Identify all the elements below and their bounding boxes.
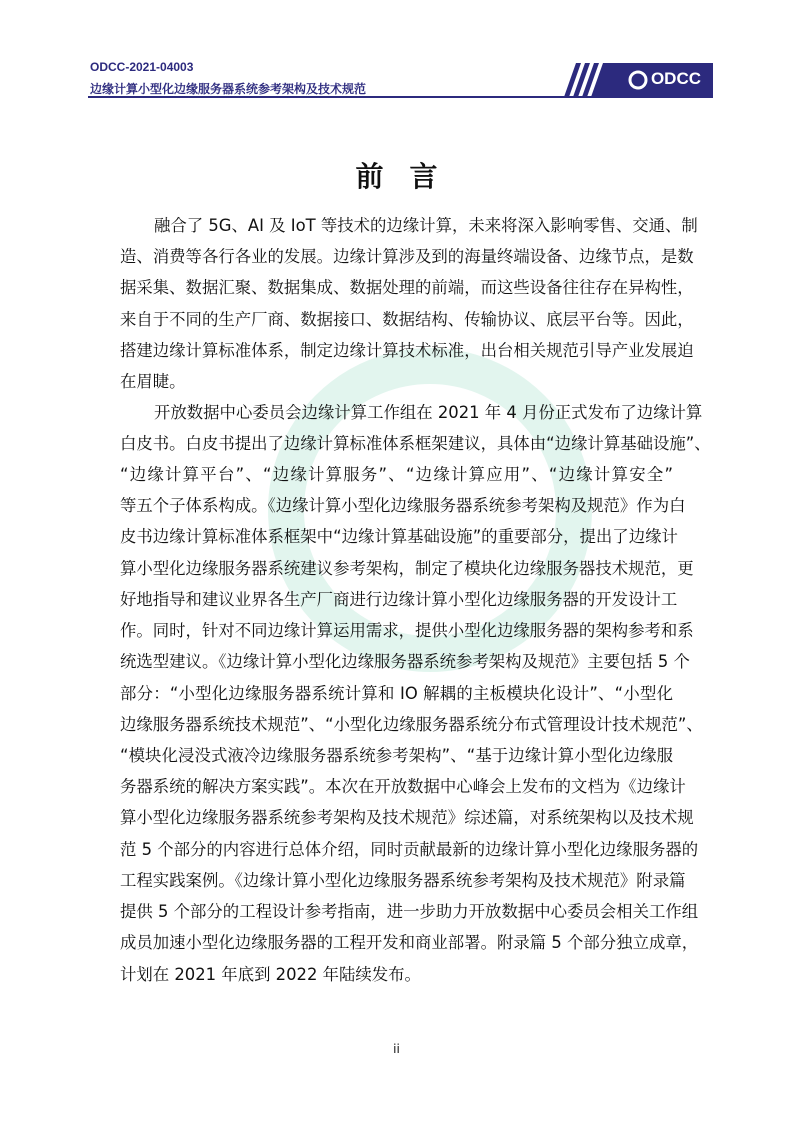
odcc-logo <box>556 63 713 97</box>
text-line: 在眉睫。 <box>120 372 186 391</box>
text-line: 范 5 个部分的内容进行总体介绍，同时贡献最新的边缘计算小型化边缘服务器的 <box>120 840 699 859</box>
text-line: “模块化浸没式液冷边缘服务器系统参考架构”、“基于边缘计算小型化边缘服 <box>120 746 673 765</box>
text-line: 算小型化边缘服务器系统参考架构及技术规范》综述篇，对系统架构以及技术规 <box>120 808 694 827</box>
text-line: 计划在 2021 年底到 2022 年陆续发布。 <box>120 965 421 984</box>
text-line: 造、消费等各行各业的发展。边缘计算涉及到的海量终端设备、边缘节点，是数 <box>120 247 694 266</box>
text-line: 部分：“小型化边缘服务器系统计算和 IO 解耦的主板模块化设计”、“小型化 <box>120 684 673 703</box>
text-line: 来自于不同的生产厂商、数据接口、数据结构、传输协议、底层平台等。因此， <box>120 310 694 329</box>
text-line: 工程实践案例。《边缘计算小型化边缘服务器系统参考架构及技术规范》附录篇 <box>120 871 686 890</box>
text-line: 提供 5 个部分的工程设计参考指南，进一步助力开放数据中心委员会相关工作组 <box>120 902 699 921</box>
text-line: 搭建边缘计算标准体系，制定边缘计算技术标准，出台相关规范引导产业发展迫 <box>120 341 694 360</box>
text-line: 等五个子体系构成。《边缘计算小型化边缘服务器系统参考架构及规范》作为白 <box>120 496 686 515</box>
text-line: 好地指导和建议业界各生产厂商进行边缘计算小型化边缘服务器的开发设计工 <box>120 590 678 609</box>
logo-text: ODCC <box>650 69 701 88</box>
text-line: 融合了 5G、AI 及 IoT 等技术的边缘计算，未来将深入影响零售、交通、制 <box>154 216 698 235</box>
text-line: 作。同时，针对不同边缘计算运用需求，提供小型化边缘服务器的架构参考和系 <box>120 621 694 640</box>
text-line: 成员加速小型化边缘服务器的工程开发和商业部署。附录篇 5 个部分独立成章， <box>120 933 699 952</box>
page-title: 前言 <box>355 160 464 193</box>
page-number: ii <box>393 1042 400 1056</box>
text-line: “边缘计算平台”、“边缘计算服务”、“边缘计算应用”、“边缘计算安全” <box>120 465 673 484</box>
text-line: 边缘服务器系统技术规范”、“小型化边缘服务器系统分布式管理设计技术规范”、 <box>120 715 703 734</box>
text-line: 白皮书。白皮书提出了边缘计算标准体系框架建议，具体由“边缘计算基础设施”、 <box>120 434 711 453</box>
text-line: 务器系统的解决方案实践”。本次在开放数据中心峰会上发布的文档为《边缘计 <box>120 777 686 796</box>
text-line: 统选型建议。《边缘计算小型化边缘服务器系统参考架构及规范》主要包括 5 个 <box>120 652 690 671</box>
text-line: 算小型化边缘服务器系统建议参考架构，制定了模块化边缘服务器技术规范，更 <box>120 559 694 578</box>
text-line: 开放数据中心委员会边缘计算工作组在 2021 年 4 月份正式发布了边缘计算 <box>154 403 703 422</box>
text-line: 皮书边缘计算标准体系框架中“边缘计算基础设施”的重要部分，提出了边缘计 <box>120 527 678 546</box>
text-line: 据采集、数据汇聚、数据集成、数据处理的前端，而这些设备往往存在异构性， <box>120 278 694 297</box>
document-title: 边缘计算小型化边缘服务器系统参考架构及技术规范 <box>90 82 367 96</box>
document-code: ODCC-2021-04003 <box>90 60 194 74</box>
